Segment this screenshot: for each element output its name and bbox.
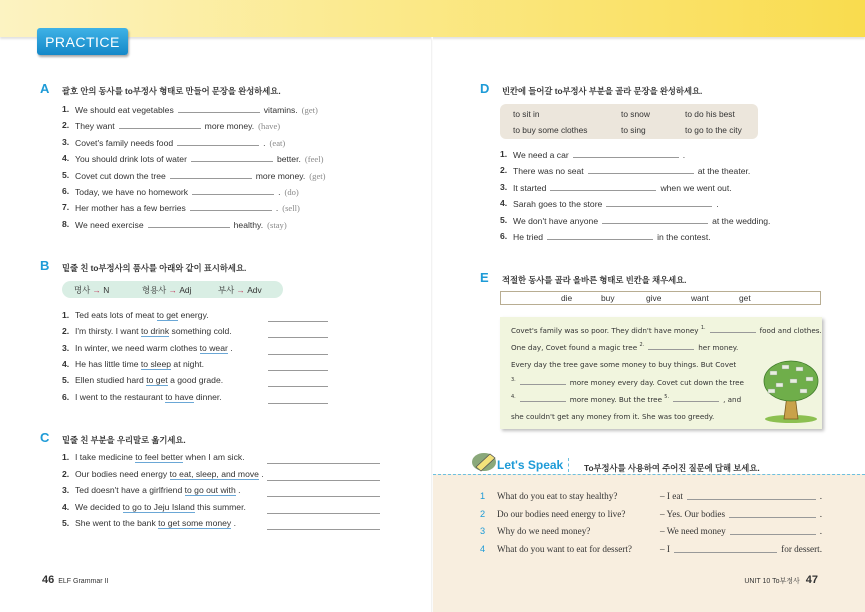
sentence-end: something cold. [169, 326, 232, 337]
sentence-start: He has little time [75, 358, 141, 369]
answer-line[interactable] [268, 337, 328, 338]
item-number: 3. [62, 136, 70, 147]
sentence-start: Sarah goes to the store [513, 199, 603, 210]
sentence-start: She went to the bank [75, 518, 159, 528]
answer-blank[interactable] [148, 219, 230, 228]
sentence-start: We need a car [513, 150, 569, 160]
sentence-end: at the theater. [697, 166, 751, 177]
item-text [75, 104, 318, 115]
answer-blank[interactable] [550, 182, 656, 191]
underlined-phrase: to go out with [184, 485, 236, 495]
choice: to buy some clothes [513, 125, 588, 135]
item-number: 5. [62, 518, 70, 528]
answer-line[interactable] [267, 496, 380, 497]
story-line [511, 326, 822, 336]
legend-ko: 명사 [74, 285, 91, 295]
answer-start: – I [660, 543, 670, 554]
verb-hint: (sell) [282, 203, 300, 214]
answer-end: . [819, 491, 822, 501]
verb: die [561, 293, 573, 303]
item-text [513, 198, 719, 209]
item-number: 2. [500, 165, 508, 176]
item-number: 2 [480, 508, 486, 519]
sentence-end: dinner. [193, 391, 222, 402]
sentence-end: healthy. [233, 219, 264, 230]
sentence-start: Ted doesn't have a girlfriend [75, 485, 185, 495]
item-text [513, 182, 732, 193]
answer-blank[interactable] [729, 509, 816, 518]
answer-blank[interactable] [178, 104, 260, 113]
underlined-phrase: to go to Jeju Island [122, 501, 195, 512]
answer-blank[interactable] [730, 526, 816, 535]
sentence-end: when we went out. [660, 182, 732, 193]
header-band [0, 0, 865, 37]
choice: to sing [621, 125, 646, 135]
choice: to sit in [513, 109, 540, 119]
item-text [75, 469, 264, 479]
item-number: 5. [500, 214, 508, 225]
sentence-end: . [278, 187, 281, 197]
verb: buy [601, 293, 615, 303]
money-tree-illustration [762, 357, 820, 423]
verb-hint: (get) [309, 170, 326, 181]
choice-box [500, 104, 758, 139]
answer-blank[interactable] [606, 198, 712, 207]
answer-blank[interactable] [588, 165, 694, 174]
item-number: 3. [500, 181, 508, 192]
item-text [513, 149, 685, 160]
item-text [75, 120, 280, 131]
story-blank[interactable] [710, 326, 756, 333]
story-text: One day, Covet found a magic tree [511, 343, 640, 353]
verb-hint: (stay) [267, 219, 287, 230]
item-number: 1. [62, 104, 70, 114]
section-c-heading [40, 430, 186, 446]
underlined-phrase: to get some money [158, 518, 232, 528]
sentence-start: In winter, we need warm clothes [75, 342, 200, 353]
sentence-start: We decided [75, 501, 123, 512]
answer-prompt [660, 509, 822, 519]
item-text [75, 502, 246, 512]
item-text [75, 153, 323, 164]
answer-line[interactable] [268, 386, 328, 387]
story-text: her money. [698, 343, 739, 353]
sentence-end: more money. [255, 170, 306, 181]
sentence-start: I'm thirsty. I want [75, 326, 141, 337]
story-blank[interactable] [648, 343, 694, 350]
sentence-start: You should drink lots of water [75, 154, 187, 165]
story-blank[interactable] [673, 395, 719, 402]
answer-line[interactable] [267, 480, 380, 481]
story-text: more money every day. Covet cut down the tree [569, 377, 744, 387]
sentence-end: . [235, 485, 241, 495]
instruction: 빈칸에 들어갈 to부정사 부분을 골라 문장을 완성하세요. [502, 86, 703, 96]
item-number: 4. [62, 501, 70, 512]
verb-hint: (feel) [304, 154, 324, 165]
blank-number: 1. [700, 325, 706, 331]
sentence-end: this summer. [194, 501, 246, 512]
page-number: 47 [805, 574, 818, 586]
item-text [75, 186, 299, 197]
sentence-start: Covet's family needs food [75, 137, 174, 148]
sentence-end: . [258, 468, 264, 479]
item-number: 7. [62, 202, 70, 213]
sentence-start: Ted eats lots of meat [75, 310, 157, 320]
lets-speak-title: Let's Speak [497, 458, 569, 472]
verb-hint: (get) [301, 105, 318, 115]
item-number: 4. [62, 153, 70, 164]
story-line [511, 412, 714, 422]
blank-number: 3. [511, 376, 516, 383]
speak-item [480, 509, 822, 521]
sentence-end: when I am sick. [182, 452, 245, 462]
answer-blank[interactable] [177, 137, 259, 146]
sentence-end: . [227, 342, 233, 353]
answer-blank[interactable] [573, 149, 679, 158]
practice-badge: PRACTICE [37, 28, 128, 55]
section-a-heading [40, 81, 281, 97]
story-text: food and clothes. [759, 326, 822, 335]
arrow-icon: → [236, 285, 245, 295]
item-text [75, 137, 285, 148]
item-text [75, 375, 223, 385]
page-number: 46 [42, 574, 55, 586]
answer-blank[interactable] [119, 120, 201, 129]
sentence-end: at the wedding. [712, 215, 771, 226]
answer-line[interactable] [268, 370, 328, 371]
item-number: 1. [500, 149, 508, 159]
story-text: more money. But the tree [569, 394, 665, 404]
sentence-end: . [263, 137, 266, 148]
instruction: 밑줄 친 to부정사의 품사를 아래와 같이 표시하세요. [62, 263, 247, 273]
section-letter: E [480, 270, 489, 285]
legend-en: Adj [179, 285, 192, 295]
answer-line[interactable] [267, 529, 380, 530]
story-line [511, 395, 741, 405]
sentence-end: . [716, 199, 719, 210]
sentence-end: in the contest. [657, 232, 711, 242]
lets-speak-instruction: To부정사를 사용하여 주어진 질문에 답해 보세요. [584, 463, 760, 473]
item-number: 8. [62, 218, 70, 229]
answer-line[interactable] [267, 513, 380, 514]
item-number: 6. [500, 231, 508, 241]
item-number: 5. [62, 169, 70, 180]
sentence-start: Our bodies need energy [75, 468, 170, 479]
sentence-end: . [275, 203, 279, 214]
story-box [500, 317, 822, 429]
question: Why do we need money? [497, 526, 591, 536]
sentence-end: a good grade. [167, 375, 224, 386]
sentence-start: Ellen studied hard [75, 375, 147, 386]
item-text [75, 392, 222, 402]
legend-en: Adv [247, 285, 262, 295]
choice: to snow [621, 109, 650, 119]
legend-ko: 부사 [218, 285, 235, 295]
answer-start: – We need money [660, 526, 726, 536]
underlined-phrase: to wear [199, 342, 228, 353]
instruction: 적절한 동사를 골라 올바른 형태로 빈칸을 채우세요. [502, 275, 687, 285]
sentence-end: better. [276, 154, 301, 165]
item-text [513, 231, 711, 242]
answer-line[interactable] [268, 354, 328, 355]
section-e-heading [480, 270, 687, 286]
sentence-end: more money. [204, 121, 255, 132]
choice: to go to the city [685, 125, 742, 135]
sentence-start: I take medicine [75, 452, 136, 462]
instruction: 밑줄 친 부분을 우리말로 옮기세요. [62, 435, 186, 445]
item-number: 2. [62, 120, 70, 131]
instruction: 괄호 안의 동사를 to부정사 형태로 만들어 문장을 완성하세요. [62, 86, 281, 96]
underlined-phrase: to get [146, 375, 168, 386]
item-number: 2. [62, 326, 70, 337]
sentence-start: Covet cut down the tree [75, 170, 166, 181]
sentence-start: We should eat vegetables [75, 105, 174, 115]
story-line [511, 360, 736, 370]
item-number: 4. [62, 358, 70, 369]
choice: to do his best [685, 109, 735, 119]
item-text [75, 485, 241, 495]
footer-right [744, 574, 822, 586]
story-line [511, 343, 738, 353]
answer-end: . [819, 526, 822, 536]
item-number: 5. [62, 375, 70, 386]
section-letter: A [40, 81, 50, 96]
section-letter: C [40, 430, 50, 445]
legend-en: N [103, 285, 110, 295]
item-text [75, 310, 209, 320]
answer-line[interactable] [268, 321, 328, 322]
item-number: 6. [62, 391, 70, 402]
answer-line[interactable] [267, 463, 380, 464]
legend-adj [142, 284, 191, 296]
sentence-start: They want [75, 121, 115, 132]
underlined-phrase: to get [156, 310, 179, 320]
story-text: , and [723, 394, 742, 404]
question: What do you eat to stay healthy? [497, 491, 618, 501]
section-letter: D [480, 81, 490, 96]
item-number: 1 [480, 491, 486, 501]
answer-blank[interactable] [191, 153, 273, 162]
legend-ko: 형용사 [142, 285, 167, 295]
speak-item [480, 491, 822, 503]
verb-hint: (eat) [269, 137, 286, 148]
item-text [513, 165, 750, 176]
item-text [75, 202, 300, 213]
answer-end: for dessert. [781, 543, 822, 554]
sentence-start: We need exercise [75, 219, 144, 230]
story-text: Covet's family was so poor. They didn't have money [511, 326, 701, 335]
section-d-heading [480, 81, 703, 97]
speak-item [480, 526, 822, 538]
underlined-phrase: to have [165, 391, 194, 402]
item-number: 4. [500, 198, 508, 209]
legend-adv [218, 284, 262, 296]
sentence-start: Today, we have no homework [75, 187, 189, 197]
sentence-start: There was no seat [513, 166, 584, 177]
sentence-start: He tried [513, 232, 544, 242]
item-text [75, 452, 245, 462]
blank-number: 5. [664, 393, 670, 400]
question: What do you want to eat for dessert? [497, 543, 632, 554]
blank-number: 2. [639, 342, 645, 349]
item-text [75, 518, 236, 528]
answer-blank[interactable] [190, 202, 272, 211]
footer-left [42, 574, 108, 586]
arrow-icon: → [168, 285, 177, 295]
arrow-icon: → [92, 285, 101, 295]
section-letter: B [40, 258, 50, 273]
item-number: 1. [62, 452, 70, 462]
verb-box [500, 291, 821, 305]
item-number: 3. [62, 485, 70, 495]
item-text [75, 170, 326, 181]
sentence-start: I went to the restaurant [75, 391, 166, 402]
verb: get [739, 293, 751, 303]
blank-number: 4. [511, 393, 516, 400]
underlined-phrase: to feel better [135, 452, 183, 462]
verb-hint: (have) [258, 121, 281, 132]
underlined-phrase: to drink [140, 326, 170, 337]
sentence-start: It started [513, 182, 547, 193]
answer-prompt [660, 526, 822, 536]
verb-hint: (do) [284, 187, 299, 197]
item-number: 3 [480, 526, 486, 536]
verb: want [691, 293, 709, 303]
story-line [511, 378, 744, 388]
story-text: she couldn't get any money from it. She was too greedy. [511, 412, 715, 421]
answer-blank[interactable] [192, 186, 274, 195]
answer-blank[interactable] [674, 544, 777, 553]
answer-start: – I eat [660, 491, 683, 501]
item-number: 3. [62, 342, 70, 353]
unit-label: UNIT 10 To부정사 [744, 578, 800, 585]
speak-item [480, 544, 822, 556]
pencil-icon [470, 449, 498, 473]
pos-legend [62, 281, 283, 298]
sentence-start: Her mother has a few berries [75, 203, 186, 214]
book-title: ELF Grammar II [58, 578, 109, 585]
item-text [75, 343, 233, 353]
story-text: Every day the tree gave some money to buy things. But Covet [511, 360, 737, 370]
sentence-end: vitamins. [263, 105, 298, 115]
verb: give [646, 293, 662, 303]
sentence-end: . [231, 518, 237, 528]
answer-start: – Yes. Our bodies [660, 508, 726, 519]
item-text [513, 215, 770, 226]
underlined-phrase: to sleep [140, 358, 172, 369]
item-text [75, 219, 287, 230]
answer-blank[interactable] [687, 491, 816, 500]
story-blank[interactable] [520, 395, 566, 402]
answer-prompt [660, 544, 822, 554]
answer-blank[interactable] [602, 215, 708, 224]
answer-line[interactable] [268, 403, 328, 404]
item-number: 4 [480, 543, 486, 554]
item-number: 2. [62, 468, 70, 479]
question: Do our bodies need energy to live? [497, 508, 626, 519]
story-blank[interactable] [520, 378, 566, 385]
item-text [75, 359, 204, 369]
sentence-start: We don't have anyone [513, 215, 599, 226]
answer-prompt [660, 491, 822, 501]
item-number: 6. [62, 186, 70, 196]
legend-noun [74, 284, 109, 296]
underlined-phrase: to eat, sleep, and move [169, 468, 259, 479]
sentence-end: at night. [171, 358, 204, 369]
section-b-heading [40, 258, 247, 274]
sentence-end: . [682, 150, 686, 160]
sentence-end: energy. [178, 310, 209, 320]
answer-blank[interactable] [170, 170, 252, 179]
answer-blank[interactable] [547, 231, 653, 240]
item-number: 1. [62, 310, 70, 320]
answer-end: . [819, 508, 822, 519]
item-text [75, 326, 232, 336]
